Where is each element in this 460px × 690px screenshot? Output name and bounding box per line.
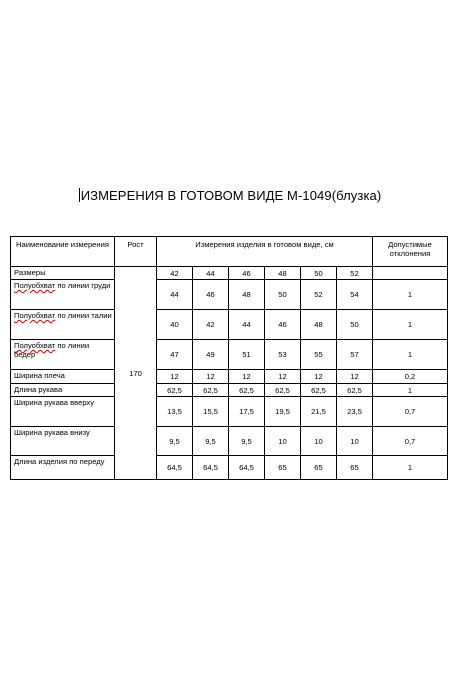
tolerance-empty-cell (373, 267, 448, 280)
row-name-part-b: по линии талии (55, 311, 112, 320)
value-cell: 15,5 (193, 397, 229, 427)
row-name-part-b: Ширина рукава вверху (14, 398, 95, 407)
value-cell: 50 (265, 280, 301, 310)
row-name-part-a: Полуобхват (14, 341, 56, 350)
size-cell: 48 (265, 267, 301, 280)
value-cell: 65 (337, 456, 373, 480)
row-name-part-b: Длина изделия по переду (14, 457, 105, 466)
value-cell: 19,5 (265, 397, 301, 427)
tolerance-cell: 1 (373, 384, 448, 397)
tolerance-cell: 1 (373, 456, 448, 480)
value-cell: 40 (157, 310, 193, 340)
row-name-part-b: Ширина плеча (14, 371, 65, 380)
value-cell: 23,5 (337, 397, 373, 427)
value-cell: 51 (229, 340, 265, 370)
size-cell: 42 (157, 267, 193, 280)
measurements-table (10, 236, 448, 480)
value-cell: 9,5 (193, 427, 229, 456)
value-cell: 64,5 (157, 456, 193, 480)
tolerance-cell: 0,2 (373, 370, 448, 384)
value-cell: 49 (193, 340, 229, 370)
tolerance-cell: 1 (373, 280, 448, 310)
value-cell: 46 (265, 310, 301, 340)
value-cell: 10 (337, 427, 373, 456)
size-cell: 44 (193, 267, 229, 280)
value-cell: 52 (301, 280, 337, 310)
value-cell: 42 (193, 310, 229, 340)
value-cell: 62,5 (193, 384, 229, 397)
value-cell: 44 (229, 310, 265, 340)
row-name-part-a: Полуобхват (14, 311, 56, 320)
text-cursor (79, 188, 80, 202)
document-title-text: ИЗМЕРЕНИЯ В ГОТОВОМ ВИДЕ М-1049(блузка) (80, 188, 382, 203)
value-cell: 48 (301, 310, 337, 340)
value-cell: 65 (301, 456, 337, 480)
row-name (11, 280, 115, 310)
row-name-part-b: Ширина рукава внизу (14, 428, 90, 437)
row-name-part-a: Полуобхват (14, 281, 56, 290)
value-cell: 57 (337, 340, 373, 370)
row-name (11, 456, 115, 480)
value-cell: 50 (337, 310, 373, 340)
value-cell: 62,5 (265, 384, 301, 397)
value-cell: 46 (193, 280, 229, 310)
table-row (11, 427, 448, 456)
table-row (11, 370, 448, 384)
value-cell: 54 (337, 280, 373, 310)
row-name-part-b: Длина рукава (14, 385, 63, 394)
value-cell: 12 (337, 370, 373, 384)
value-cell: 12 (265, 370, 301, 384)
value-cell: 65 (265, 456, 301, 480)
tolerance-cell: 0,7 (373, 427, 448, 456)
table-row (11, 340, 448, 370)
value-cell: 48 (229, 280, 265, 310)
table-row (11, 384, 448, 397)
value-cell: 9,5 (229, 427, 265, 456)
sizes-row (11, 267, 448, 280)
row-name (11, 397, 115, 427)
header-tolerance: Допустимые отклонения (373, 237, 448, 267)
value-cell: 12 (229, 370, 265, 384)
sizes-label: Размеры (11, 267, 115, 280)
document-title (0, 188, 460, 203)
value-cell: 44 (157, 280, 193, 310)
value-cell: 12 (193, 370, 229, 384)
header-name: Наименование измерения (11, 237, 115, 267)
value-cell: 21,5 (301, 397, 337, 427)
value-cell: 62,5 (301, 384, 337, 397)
tolerance-cell: 1 (373, 340, 448, 370)
row-name-part-b: по линии груди (55, 281, 111, 290)
row-name (11, 340, 115, 370)
value-cell: 12 (157, 370, 193, 384)
table-row (11, 280, 448, 310)
row-name (11, 384, 115, 397)
value-cell: 53 (265, 340, 301, 370)
tolerance-cell: 1 (373, 310, 448, 340)
value-cell: 62,5 (229, 384, 265, 397)
header-measurements: Измерения изделия в готовом виде, см (157, 237, 373, 267)
row-name (11, 310, 115, 340)
height-value: 170 (115, 267, 157, 480)
value-cell: 13,5 (157, 397, 193, 427)
row-name (11, 370, 115, 384)
value-cell: 10 (265, 427, 301, 456)
value-cell: 10 (301, 427, 337, 456)
tolerance-cell: 0,7 (373, 397, 448, 427)
size-cell: 46 (229, 267, 265, 280)
value-cell: 64,5 (193, 456, 229, 480)
value-cell: 62,5 (337, 384, 373, 397)
table-row (11, 310, 448, 340)
table-row (11, 456, 448, 480)
size-cell: 50 (301, 267, 337, 280)
table-row (11, 397, 448, 427)
value-cell: 12 (301, 370, 337, 384)
value-cell: 17,5 (229, 397, 265, 427)
header-height: Рост (115, 237, 157, 267)
table-header-row (11, 237, 448, 267)
value-cell: 9,5 (157, 427, 193, 456)
value-cell: 55 (301, 340, 337, 370)
value-cell: 47 (157, 340, 193, 370)
row-name (11, 427, 115, 456)
value-cell: 64,5 (229, 456, 265, 480)
value-cell: 62,5 (157, 384, 193, 397)
row-name-part-b: по линии бедер (14, 341, 90, 359)
size-cell: 52 (337, 267, 373, 280)
